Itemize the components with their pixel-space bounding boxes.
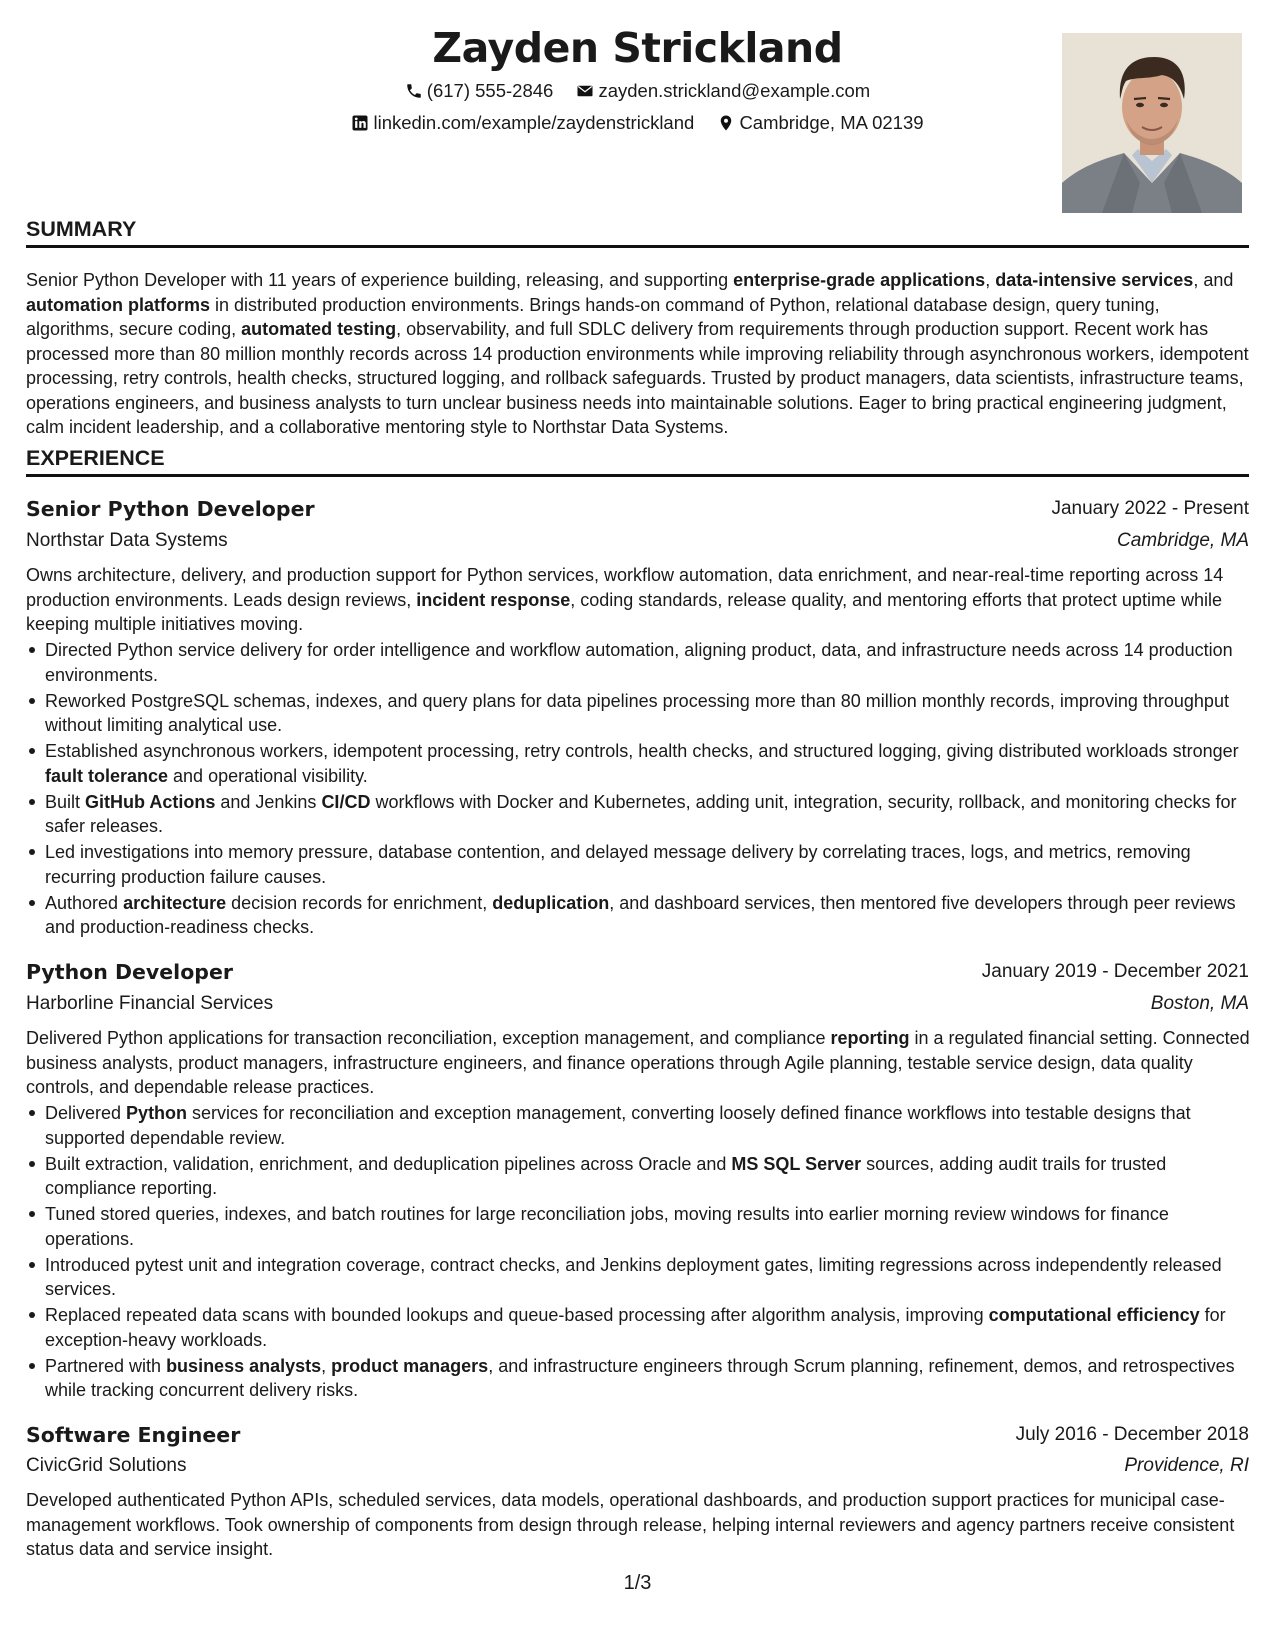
location-contact: [717, 112, 923, 134]
list-item: Built GitHub Actions and Jenkins CI/CD workflows with Docker and Kubernetes, adding unit, integration, security, rollback, and monitoring checks for safer releases.: [26, 790, 1251, 839]
list-item: Delivered Python services for reconciliation and exception management, converting loosely defined finance workflows into testable designs that supported dependable review.: [26, 1101, 1251, 1150]
list-item: Directed Python service delivery for order intelligence and workflow automation, aligning product, data, and infrastructure needs across 14 production environments.: [26, 638, 1251, 687]
list-item: Built extraction, validation, enrichment, and deduplication pipelines across Oracle and MS SQL Server sources, adding audit trails for trusted compliance reporting.: [26, 1152, 1251, 1201]
linkedin-text: linkedin.com/example/zaydenstrickland: [373, 112, 695, 133]
job-company: Northstar Data Systems: [26, 530, 228, 551]
phone-text: (617) 555-2846: [426, 80, 554, 101]
job-dates: January 2019 - December 2021: [981, 961, 1249, 982]
list-item: Introduced pytest unit and integration coverage, contract checks, and Jenkins deployment gates, limiting regressions across independently released services.: [26, 1253, 1251, 1302]
job-location: Boston, MA: [1150, 993, 1249, 1014]
job-company: Harborline Financial Services: [26, 993, 274, 1014]
job-description: Developed authenticated Python APIs, scheduled services, data models, operational dashboards, and production support practices for municipal case-management workflows. Took ownership of components from design through release, helping internal reviewers and agency partners receive consistent status data and service insight.: [26, 1490, 1235, 1559]
job-description: Delivered Python applications for transaction reconciliation, exception management, and compliance reporting in a regulated financial setting. Connected business analysts, product managers, infrastructure engineers, and finance operations through Agile planning, testable service design, data quality controls, and dependable release practices.: [26, 1028, 1250, 1097]
list-item: Led investigations into memory pressure, database contention, and delayed message delivery by correlating traces, logs, and metrics, removing recurring production failure causes.: [26, 840, 1251, 889]
job-company: CivicGrid Solutions: [26, 1455, 187, 1476]
summary-heading: SUMMARY: [26, 217, 1249, 248]
job-location: Providence, RI: [1124, 1455, 1249, 1476]
summary-text: Senior Python Developer with 11 years of experience building, releasing, and supporting enterprise-grade applications, data-intensive services, and automation platforms in distributed production environments. Brings hands-on command of Python, relational database design, query tuning, algorithms, secure coding, automated testing, observability, and full SDLC delivery from requirements through production support. Recent work has processed more than 80 million monthly records across 14 production environments while improving reliability through asynchronous workers, idempotent processing, retry controls, health checks, structured logging, and rollback safeguards. Trusted by product managers, data scientists, infrastructure teams, operations engineers, and business analysts to turn unclear business needs into maintainable solutions. Eager to bring practical engineering judgment, calm incident leadership, and a collaborative mentoring style to Northstar Data Systems.: [26, 270, 1249, 437]
email-contact[interactable]: [576, 80, 870, 102]
job-location: Cambridge, MA: [1117, 530, 1249, 551]
candidate-name: Zayden Strickland: [432, 24, 843, 72]
envelope-icon: [576, 82, 594, 100]
list-item: Tuned stored queries, indexes, and batch routines for large reconciliation jobs, moving results into earlier morning review windows for finance operations.: [26, 1202, 1251, 1251]
job-title: Python Developer: [26, 960, 233, 984]
job-bullets: [26, 1101, 1251, 1404]
job-title: Senior Python Developer: [26, 497, 315, 521]
job-dates: January 2022 - Present: [1051, 498, 1249, 519]
linkedin-icon: [351, 114, 369, 132]
phone-icon: [405, 82, 423, 100]
job-description: Owns architecture, delivery, and production support for Python services, workflow automation, data enrichment, and near-real-time reporting across 14 production environments. Leads design reviews, incident response, coding standards, release quality, and mentoring efforts that protect uptime while keeping multiple initiatives moving.: [26, 565, 1224, 634]
list-item: Partnered with business analysts, product managers, and infrastructure engineers through Scrum planning, refinement, demos, and retrospectives while tracking concurrent delivery risks.: [26, 1354, 1251, 1403]
email-text: zayden.strickland@example.com: [598, 80, 871, 101]
list-item: Established asynchronous workers, idempotent processing, retry controls, health checks, and structured logging, giving distributed workloads stronger fault tolerance and operational visibility.: [26, 739, 1251, 788]
list-item: Authored architecture decision records for enrichment, deduplication, and dashboard services, then mentored five developers through peer reviews and production-readiness checks.: [26, 891, 1251, 940]
page-number: 1/3: [623, 1572, 652, 1594]
linkedin-contact[interactable]: [351, 112, 694, 134]
map-pin-icon: [717, 114, 735, 132]
phone-contact: [405, 80, 554, 102]
job-title: Software Engineer: [26, 1423, 241, 1447]
list-item: Replaced repeated data scans with bounded lookups and queue-based processing after algorithm analysis, improving computational efficiency for exception-heavy workloads.: [26, 1303, 1251, 1352]
list-item: Reworked PostgreSQL schemas, indexes, and query plans for data pipelines processing more than 80 million monthly records, improving throughput without limiting analytical use.: [26, 689, 1251, 738]
location-text: Cambridge, MA 02139: [739, 112, 924, 133]
experience-heading: EXPERIENCE: [26, 446, 1249, 477]
job-dates: July 2016 - December 2018: [1015, 1424, 1249, 1445]
job-bullets: [26, 638, 1251, 941]
profile-photo: [1062, 33, 1242, 213]
